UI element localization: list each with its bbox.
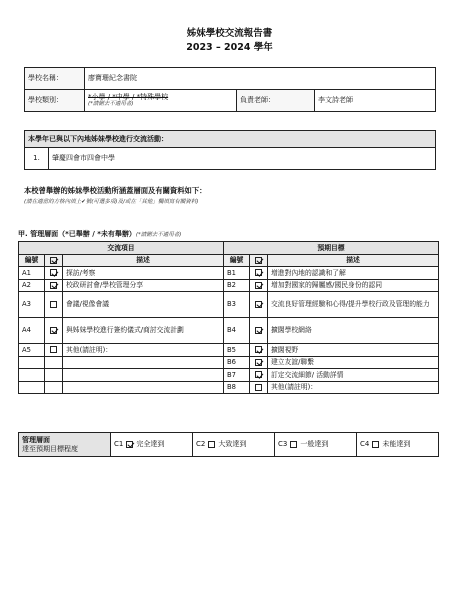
section-a-suffix: ） <box>128 230 136 238</box>
goal-description: 擴闊視野 <box>268 344 439 357</box>
item-check-cell[interactable] <box>45 292 63 318</box>
table-row <box>19 318 439 344</box>
checked-box-icon[interactable] <box>255 346 262 353</box>
partner-school-name[interactable]: 肇慶四會市四會中學 <box>49 148 436 170</box>
item-description <box>63 381 224 394</box>
rating-code: C4 <box>360 440 370 449</box>
empty-box-icon[interactable] <box>208 441 215 448</box>
section-a-note: (*請刪去不適用者) <box>135 232 182 238</box>
report-title: 姊妹學校交流報告書 <box>186 28 273 39</box>
table-row <box>19 292 439 318</box>
col-check-header <box>250 254 268 267</box>
empty-box-icon[interactable] <box>255 384 262 391</box>
checked-box-icon[interactable] <box>50 282 57 289</box>
partner-schools-header: 本學年已與以下內地姊妹學校進行交流活動： <box>25 131 436 148</box>
school-name-field[interactable]: 廖寶珊紀念書院 <box>85 68 436 90</box>
goal-check-cell[interactable] <box>250 381 268 394</box>
table-row <box>19 381 439 394</box>
item-check-cell[interactable] <box>45 356 63 369</box>
table-row <box>19 267 439 280</box>
goal-description: 增加對國家的歸屬感/國民身份的認同 <box>268 279 439 292</box>
teacher-name-field[interactable]: 李文詩老師 <box>315 90 436 112</box>
goal-check-cell[interactable] <box>250 318 268 344</box>
empty-box-icon[interactable] <box>372 441 379 448</box>
school-type-options: *小學 / *中學 / *特殊學校 <box>88 93 169 101</box>
item-number: A5 <box>19 344 45 357</box>
col-check-header <box>45 254 63 267</box>
item-check-cell[interactable] <box>45 267 63 280</box>
goal-check-cell[interactable] <box>250 292 268 318</box>
rating-label-title: 管理層面 <box>22 436 50 445</box>
section-a-status: *已舉辦 / *未有舉辦 <box>65 230 129 238</box>
goal-number: B6 <box>224 356 250 369</box>
checked-box-icon[interactable] <box>255 269 262 276</box>
rating-option-c3[interactable] <box>275 433 357 457</box>
goal-description: 交流良好管理經驗和心得/提升學校行政及管理的能力 <box>268 292 439 318</box>
checkbox-icon <box>255 257 262 264</box>
checked-box-icon[interactable] <box>126 441 133 448</box>
table-row <box>19 356 439 369</box>
rating-text: 未能達到 <box>382 440 411 449</box>
rating-option-c4[interactable] <box>357 433 439 457</box>
item-check-cell[interactable] <box>45 318 63 344</box>
section-a-heading <box>18 230 181 239</box>
goal-check-cell[interactable] <box>250 344 268 357</box>
goal-number: B5 <box>224 344 250 357</box>
rating-code: C2 <box>196 440 206 449</box>
col-desc-header: 描述 <box>268 254 439 267</box>
rating-option-c1[interactable] <box>111 433 193 457</box>
goal-check-cell[interactable] <box>250 369 268 382</box>
checked-box-icon[interactable] <box>255 327 262 334</box>
item-description: 校政研討會/學校管理分享 <box>63 279 224 292</box>
item-description <box>63 369 224 382</box>
goal-description: 擴闊學校網絡 <box>268 318 439 344</box>
item-description: 與姊妹學校進行簽約儀式/商討交流計劃 <box>63 318 224 344</box>
checked-box-icon[interactable] <box>50 327 57 334</box>
item-number <box>19 369 45 382</box>
school-name-label: 學校名稱： <box>25 68 85 90</box>
school-type-field[interactable] <box>85 90 237 112</box>
checked-box-icon[interactable] <box>255 359 262 366</box>
rating-text: 一般達到 <box>300 440 329 449</box>
item-description: 會議/視像會議 <box>63 292 224 318</box>
table-row <box>19 344 439 357</box>
rating-label-subtitle: 達至預期目標程度 <box>22 444 78 453</box>
item-check-cell[interactable] <box>45 279 63 292</box>
activity-items-table <box>18 241 439 394</box>
item-number <box>19 381 45 394</box>
activity-items-body <box>19 267 439 394</box>
item-check-cell[interactable] <box>45 369 63 382</box>
item-description: 探訪/考察 <box>63 267 224 280</box>
rating-option-c2[interactable] <box>193 433 275 457</box>
item-number: A3 <box>19 292 45 318</box>
goal-number: B1 <box>224 267 250 280</box>
goal-description: 增進對內地的認識和了解 <box>268 267 439 280</box>
item-number: A4 <box>19 318 45 344</box>
goal-check-cell[interactable] <box>250 279 268 292</box>
item-check-cell[interactable] <box>45 344 63 357</box>
goal-number: B4 <box>224 318 250 344</box>
goal-description: 訂定交流細節/ 活動詳情 <box>268 369 439 382</box>
activities-intro-note: (請在適當的方格內填上✔號(可選多項)及/或在「其他」欄填寫有關資料) <box>24 199 199 205</box>
table-row <box>19 369 439 382</box>
item-number: A1 <box>19 267 45 280</box>
goal-description: 其他(請註明)： <box>268 381 439 394</box>
col-number-header: 編號 <box>19 254 45 267</box>
school-info-table <box>24 67 436 112</box>
col-number-header: 編號 <box>224 254 250 267</box>
empty-box-icon[interactable] <box>50 301 57 308</box>
goal-description: 建立友誼/聯繫 <box>268 356 439 369</box>
checked-box-icon[interactable] <box>50 269 57 276</box>
col-desc-header: 描述 <box>63 254 224 267</box>
item-number: A2 <box>19 279 45 292</box>
activities-intro: 本校曾舉辦的姊妹學校活動所涵蓋層面及有關資料如下： <box>24 186 207 195</box>
goal-number: B8 <box>224 381 250 394</box>
section-a-prefix: 甲. 管理層面（ <box>18 230 66 238</box>
school-type-label: 學校類別： <box>25 90 85 112</box>
rating-label <box>19 433 111 457</box>
partner-schools-table <box>24 130 436 170</box>
rating-text: 大致達到 <box>218 440 247 449</box>
goal-number: B2 <box>224 279 250 292</box>
checkbox-icon <box>50 257 57 264</box>
teacher-label: 負責老師： <box>237 90 315 112</box>
partner-row-number: 1. <box>25 148 49 170</box>
expected-goals-header: 預期目標 <box>224 242 439 255</box>
rating-code: C3 <box>278 440 288 449</box>
goal-check-cell[interactable] <box>250 267 268 280</box>
checked-box-icon[interactable] <box>255 301 262 308</box>
empty-box-icon[interactable] <box>290 441 297 448</box>
goal-number: B7 <box>224 369 250 382</box>
item-number <box>19 356 45 369</box>
checked-box-icon[interactable] <box>255 371 262 378</box>
rating-text: 完全達到 <box>136 440 165 449</box>
rating-code: C1 <box>114 440 124 449</box>
goal-number: B3 <box>224 292 250 318</box>
item-description <box>63 356 224 369</box>
table-row <box>19 279 439 292</box>
school-type-note: (*請刪去不適用者) <box>88 101 134 108</box>
achievement-rating-table <box>18 432 439 457</box>
goal-check-cell[interactable] <box>250 356 268 369</box>
item-check-cell[interactable] <box>45 381 63 394</box>
checked-box-icon[interactable] <box>255 282 262 289</box>
item-description: 其他(請註明)： <box>63 344 224 357</box>
partner-row <box>25 148 436 170</box>
exchange-items-header: 交流項目 <box>19 242 224 255</box>
school-year: 2023 – 2024 學年 <box>186 42 273 53</box>
empty-box-icon[interactable] <box>50 346 57 353</box>
